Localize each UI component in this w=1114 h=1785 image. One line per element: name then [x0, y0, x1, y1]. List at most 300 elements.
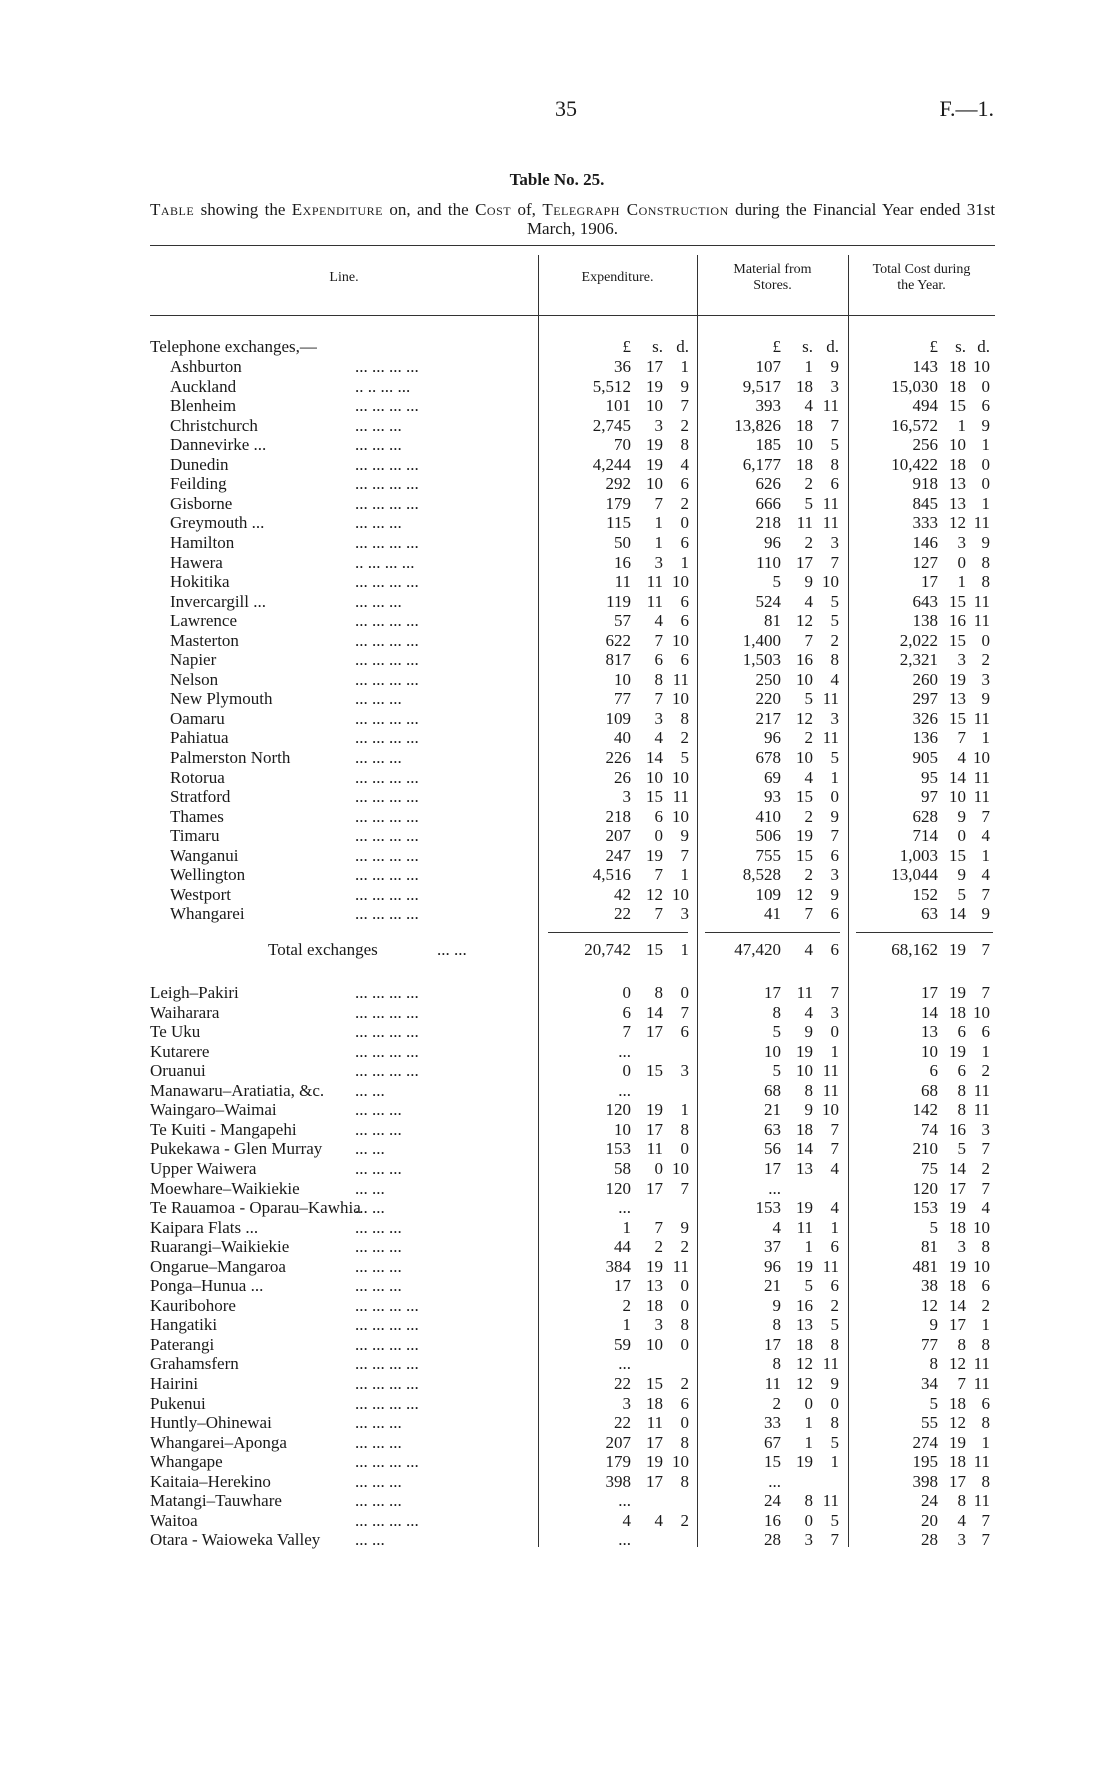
pence-value: 0	[680, 513, 689, 533]
pounds-value: 96	[764, 728, 781, 748]
shillings-value: 17	[949, 1178, 966, 1198]
pence-value: 7	[830, 1139, 839, 1159]
shillings-value: 19	[949, 1256, 966, 1276]
pence-value: 3	[830, 865, 839, 885]
shillings-value: 10	[646, 1334, 663, 1354]
unit-label: s.	[802, 337, 813, 356]
shillings-value: 4	[804, 591, 813, 611]
leader-dots: ... ...	[355, 1530, 385, 1550]
pence-value: 0	[680, 1139, 689, 1159]
leader-dots: ... ... ... ...	[355, 532, 419, 552]
pounds-value: 481	[912, 1256, 938, 1276]
group-title: Telephone exchanges,—	[150, 337, 317, 356]
shillings-value: 19	[646, 1256, 663, 1276]
shillings-value: 8	[804, 1080, 813, 1100]
pence-value: 11	[672, 1256, 689, 1276]
unit-label: d.	[977, 337, 990, 356]
shillings-value: 15	[646, 940, 663, 959]
pounds-value: 68	[921, 1080, 938, 1100]
pence-value: 6	[680, 591, 689, 611]
pence-value: 3	[830, 1002, 839, 1022]
pounds-value: 8	[772, 1354, 781, 1374]
pounds-value: 17	[921, 983, 938, 1002]
pounds-value: 326	[912, 708, 938, 728]
shillings-value: 10	[796, 748, 813, 767]
shillings-value: 1	[654, 532, 663, 552]
row-name: Hangatiki	[150, 1315, 218, 1335]
leader-dots: ... ... ...	[355, 748, 402, 767]
leader-dots: ... ... ... ...	[355, 904, 419, 924]
shillings-value: 18	[796, 1119, 813, 1139]
pounds-value: 195	[912, 1452, 938, 1472]
shillings-value: 15	[646, 1061, 663, 1081]
shillings-value: 16	[796, 650, 813, 670]
leader-dots: ... ... ... ...	[355, 806, 419, 826]
pence-value: 5	[830, 1315, 839, 1335]
shillings-value: 11	[646, 572, 663, 592]
leader-dots: ... ... ... ...	[355, 884, 419, 904]
pounds-value: 17	[764, 1158, 781, 1178]
shillings-value: 10	[646, 396, 663, 416]
row-name: Nelson	[170, 669, 219, 689]
shillings-value: 9	[957, 865, 966, 885]
pounds-value: 10,422	[891, 454, 938, 474]
pounds-value: 37	[764, 1237, 781, 1257]
pence-value: 11	[973, 611, 990, 631]
shillings-value: 6	[957, 1061, 966, 1081]
pence-value: 1	[680, 865, 689, 885]
shillings-value: 10	[796, 669, 813, 689]
pence-value: 11	[672, 669, 689, 689]
column-header-expenditure: Expenditure.	[581, 270, 654, 285]
pounds-value: 136	[912, 728, 938, 748]
pounds-value: 4,244	[592, 454, 631, 474]
pounds-value: 11	[614, 572, 631, 592]
leader-dots: ... ... ...	[355, 591, 402, 611]
pence-value: 9	[680, 1217, 689, 1237]
cell-empty: ...	[618, 1491, 631, 1511]
shillings-value: 14	[949, 767, 966, 787]
leader-dots: ... ... ... ...	[355, 669, 419, 689]
pence-value: 10	[672, 1158, 689, 1178]
shillings-value: 2	[804, 728, 813, 748]
pence-value: 0	[680, 1334, 689, 1354]
header-bottom-rule	[150, 315, 995, 316]
row-name: Kauribohore	[150, 1295, 236, 1315]
pence-value: 8	[830, 650, 839, 670]
pounds-value: 260	[912, 669, 938, 689]
pence-value: 6	[981, 1276, 990, 1296]
shillings-value: 10	[796, 435, 813, 455]
shillings-value: 17	[949, 1315, 966, 1335]
pence-value: 2	[680, 493, 689, 513]
page-header	[0, 96, 1114, 126]
shillings-value: 18	[949, 1452, 966, 1472]
pence-value: 6	[680, 532, 689, 552]
shillings-value: 19	[949, 1432, 966, 1452]
pounds-value: 16	[764, 1510, 781, 1530]
shillings-value: 11	[796, 513, 813, 533]
shillings-value: 12	[949, 1354, 966, 1374]
pounds-value: 77	[614, 689, 631, 709]
pence-value: 11	[973, 1100, 990, 1120]
cell-empty: ...	[768, 1471, 781, 1491]
leader-dots: ... ... ... ...	[355, 650, 419, 670]
pounds-value: 110	[756, 552, 781, 572]
pence-value: 11	[973, 767, 990, 787]
pounds-value: 115	[606, 513, 631, 533]
shillings-value: 15	[949, 396, 966, 416]
shillings-value: 3	[654, 1315, 663, 1335]
unit-label: s.	[652, 337, 663, 356]
shillings-value: 0	[654, 1158, 663, 1178]
row-name: Napier	[170, 650, 217, 670]
pounds-value: 1	[622, 1217, 631, 1237]
shillings-value: 17	[646, 1432, 663, 1452]
pounds-value: 5	[772, 572, 781, 592]
leader-dots: ... ... ... ...	[355, 826, 419, 846]
pence-value: 10	[672, 630, 689, 650]
pence-value: 8	[680, 435, 689, 455]
shillings-value: 3	[957, 1530, 966, 1550]
pence-value: 1	[981, 1315, 990, 1335]
shillings-value: 13	[949, 689, 966, 709]
column-header-line: Line.	[329, 270, 359, 285]
pence-value: 5	[680, 748, 689, 767]
leader-dots: ... ... ... ...	[355, 630, 419, 650]
pounds-value: 678	[755, 748, 781, 767]
pounds-value: 95	[921, 767, 938, 787]
pence-value: 10	[973, 748, 990, 767]
pence-value: 11	[973, 787, 990, 807]
shillings-value: 0	[957, 826, 966, 846]
pounds-value: 97	[921, 787, 938, 807]
total-rule	[705, 932, 840, 933]
unit-label: £	[622, 337, 631, 356]
pounds-value: 81	[764, 611, 781, 631]
shillings-value: 19	[949, 1198, 966, 1218]
pounds-value: 10	[921, 1041, 938, 1061]
row-name: Te Uku	[150, 1022, 201, 1042]
pounds-value: 12	[921, 1295, 938, 1315]
shillings-value: 17	[646, 1178, 663, 1198]
pounds-value: 146	[912, 532, 938, 552]
shillings-value: 14	[949, 1158, 966, 1178]
pence-value: 11	[672, 787, 689, 807]
leader-dots: .. .. ... ...	[355, 376, 411, 396]
pounds-value: 5	[929, 1393, 938, 1413]
shillings-value: 17	[646, 1119, 663, 1139]
row-name: Invercargill ...	[170, 591, 266, 611]
pounds-value: 81	[921, 1237, 938, 1257]
leader-dots: ... ... ...	[355, 1158, 402, 1178]
pence-value: 1	[830, 1452, 839, 1472]
shillings-value: 11	[646, 1413, 663, 1433]
leader-dots: .. ... ... ...	[355, 552, 415, 572]
pounds-value: 17	[921, 572, 938, 592]
pence-value: 4	[830, 1158, 839, 1178]
pounds-value: 384	[605, 1256, 631, 1276]
row-name: Dannevirke ...	[170, 435, 267, 455]
shillings-value: 5	[804, 689, 813, 709]
shillings-value: 12	[796, 884, 813, 904]
unit-label: £	[929, 337, 938, 356]
cell-empty: ...	[618, 1198, 631, 1218]
pence-value: 11	[973, 1491, 990, 1511]
shillings-value: 12	[796, 708, 813, 728]
pence-value: 7	[680, 396, 689, 416]
pence-value: 8	[680, 708, 689, 728]
shillings-value: 19	[796, 1452, 813, 1472]
row-name: Oruanui	[150, 1061, 206, 1081]
pounds-value: 63	[764, 1119, 781, 1139]
pence-value: 5	[830, 591, 839, 611]
row-name: Upper Waiwera	[150, 1158, 257, 1178]
row-name: Christchurch	[170, 415, 258, 435]
shillings-value: 9	[804, 572, 813, 592]
shillings-value: 15	[646, 787, 663, 807]
pence-value: 1	[830, 1217, 839, 1237]
pence-value: 7	[981, 940, 990, 959]
pounds-value: 220	[755, 689, 781, 709]
pence-value: 11	[822, 728, 839, 748]
pounds-value: 274	[912, 1432, 938, 1452]
leader-dots: ... ... ... ...	[355, 728, 419, 748]
pence-value: 1	[981, 845, 990, 865]
leader-dots: ... ... ... ...	[355, 454, 419, 474]
shillings-value: 3	[654, 552, 663, 572]
pence-value: 0	[981, 630, 990, 650]
pounds-value: 226	[605, 748, 631, 767]
pence-value: 11	[822, 1491, 839, 1511]
pence-value: 7	[981, 1510, 990, 1530]
pounds-value: 622	[605, 630, 631, 650]
pence-value: 7	[830, 552, 839, 572]
pounds-value: 153	[605, 1139, 631, 1159]
cell-empty: ...	[768, 1178, 781, 1198]
row-name: Hamilton	[170, 532, 235, 552]
leader-dots: ... ... ...	[355, 415, 402, 435]
shillings-value: 5	[804, 493, 813, 513]
leader-dots: ... ... ... ...	[355, 493, 419, 513]
pence-value: 11	[973, 591, 990, 611]
row-name: Masterton	[170, 630, 239, 650]
leader-dots: ... ... ... ...	[355, 1334, 419, 1354]
pounds-value: 138	[912, 611, 938, 631]
row-name: Kutarere	[150, 1041, 210, 1061]
pence-value: 8	[680, 1315, 689, 1335]
pounds-value: 153	[755, 1198, 781, 1218]
pence-value: 7	[680, 845, 689, 865]
pence-value: 9	[680, 826, 689, 846]
shillings-value: 3	[957, 532, 966, 552]
row-name: Palmerston North	[170, 748, 291, 767]
pence-value: 4	[981, 826, 990, 846]
shillings-value: 17	[646, 357, 663, 376]
shillings-value: 12	[949, 1413, 966, 1433]
pounds-value: 7	[622, 1022, 631, 1042]
pounds-value: 6	[929, 1061, 938, 1081]
pence-value: 8	[830, 1413, 839, 1433]
leader-dots: ... ... ...	[355, 1237, 402, 1257]
shillings-value: 18	[949, 454, 966, 474]
pence-value: 0	[830, 1393, 839, 1413]
pounds-value: 28	[764, 1530, 781, 1550]
leader-dots: ... ... ... ...	[355, 572, 419, 592]
shillings-value: 19	[796, 1198, 813, 1218]
pounds-value: 120	[605, 1100, 631, 1120]
pounds-value: 817	[605, 650, 631, 670]
pence-value: 9	[830, 884, 839, 904]
shillings-value: 1	[654, 513, 663, 533]
shillings-value: 4	[804, 767, 813, 787]
leader-dots: ... ...	[355, 1198, 385, 1218]
row-name: Whangarei–Aponga	[150, 1432, 287, 1452]
shillings-value: 19	[796, 1041, 813, 1061]
pounds-value: 74	[921, 1119, 938, 1139]
row-name: Kaipara Flats ...	[150, 1217, 259, 1237]
pence-value: 0	[830, 1022, 839, 1042]
row-name: Pahiatua	[170, 728, 229, 748]
pounds-value: 142	[912, 1100, 938, 1120]
pence-value: 8	[830, 1334, 839, 1354]
shillings-value: 9	[957, 806, 966, 826]
pence-value: 11	[822, 1354, 839, 1374]
cell-empty: ...	[618, 1354, 631, 1374]
pounds-value: 36	[614, 357, 631, 376]
row-name: Oamaru	[170, 708, 225, 728]
pence-value: 6	[830, 1276, 839, 1296]
pence-value: 1	[680, 552, 689, 572]
pounds-value: 56	[764, 1139, 781, 1159]
total-label: Total exchanges	[268, 940, 378, 959]
unit-label: d.	[676, 337, 689, 356]
unit-label: s.	[955, 337, 966, 356]
pence-value: 1	[981, 728, 990, 748]
column-header-material	[697, 262, 848, 294]
pence-value: 6	[680, 1393, 689, 1413]
pence-value: 2	[680, 415, 689, 435]
pounds-value: 109	[605, 708, 631, 728]
leader-dots: ... ... ... ...	[355, 1315, 419, 1335]
pence-value: 2	[680, 1374, 689, 1393]
pounds-value: 17	[764, 983, 781, 1002]
shillings-value: 4	[804, 396, 813, 416]
total-rule	[856, 932, 993, 933]
leader-dots: ... ...	[355, 1080, 385, 1100]
pence-value: 3	[830, 376, 839, 396]
pounds-value: 24	[921, 1491, 938, 1511]
pence-value: 7	[680, 1002, 689, 1022]
pounds-value: 2,321	[899, 650, 938, 670]
pence-value: 1	[981, 1041, 990, 1061]
row-name: Leigh–Pakiri	[150, 983, 239, 1002]
pounds-value: 393	[755, 396, 781, 416]
shillings-value: 15	[646, 1374, 663, 1393]
pence-value: 6	[981, 1393, 990, 1413]
shillings-value: 18	[646, 1295, 663, 1315]
shillings-value: 18	[949, 357, 966, 376]
leader-dots: ... ... ...	[355, 1471, 402, 1491]
pounds-value: 410	[755, 806, 781, 826]
pence-value: 7	[830, 826, 839, 846]
pence-value: 10	[973, 1217, 990, 1237]
pence-value: 3	[981, 1119, 990, 1139]
shillings-value: 5	[957, 884, 966, 904]
leader-dots: ... ... ...	[355, 1217, 402, 1237]
shillings-value: 15	[796, 845, 813, 865]
pence-value: 11	[973, 1452, 990, 1472]
caption-word: showing the	[200, 200, 286, 219]
pence-value: 0	[680, 1295, 689, 1315]
pounds-value: 6,177	[742, 454, 781, 474]
leader-dots: ... ... ... ...	[355, 1041, 419, 1061]
pounds-value: 24	[764, 1491, 781, 1511]
pounds-value: 63	[921, 904, 938, 924]
pounds-value: 68	[764, 1080, 781, 1100]
row-name: Westport	[170, 884, 231, 904]
shillings-value: 5	[804, 1276, 813, 1296]
shillings-value: 10	[646, 474, 663, 494]
column-divider	[848, 255, 849, 1547]
shillings-value: 15	[796, 787, 813, 807]
pounds-value: 22	[614, 1413, 631, 1433]
shillings-value: 7	[654, 630, 663, 650]
unit-label: d.	[826, 337, 839, 356]
pence-value: 1	[981, 435, 990, 455]
row-name: Manawaru–Aratiatia, &c.	[150, 1080, 325, 1100]
leader-dots: ... ... ...	[355, 1491, 402, 1511]
pence-value: 3	[981, 669, 990, 689]
shillings-value: 4	[654, 728, 663, 748]
pounds-value: 8	[772, 1002, 781, 1022]
shillings-value: 0	[804, 1510, 813, 1530]
pounds-value: 626	[755, 474, 781, 494]
pence-value: 11	[822, 1061, 839, 1081]
pence-value: 3	[680, 1061, 689, 1081]
pounds-value: 398	[912, 1471, 938, 1491]
pounds-value: 218	[605, 806, 631, 826]
pence-value: 0	[680, 983, 689, 1002]
row-name: Wellington	[170, 865, 246, 885]
pounds-value: 524	[755, 591, 781, 611]
row-name: Whangarei	[170, 904, 245, 924]
row-name: New Plymouth	[170, 689, 273, 709]
pence-value: 0	[680, 1276, 689, 1296]
shillings-value: 2	[654, 1237, 663, 1257]
pounds-value: 218	[755, 513, 781, 533]
leader-dots: ... ... ...	[355, 1413, 402, 1433]
pence-value: 7	[680, 1178, 689, 1198]
pence-value: 0	[981, 454, 990, 474]
pounds-value: 217	[755, 708, 781, 728]
shillings-value: 19	[949, 1041, 966, 1061]
pounds-value: 15,030	[891, 376, 938, 396]
pence-value: 3	[830, 532, 839, 552]
pence-value: 9	[981, 689, 990, 709]
pence-value: 10	[973, 1256, 990, 1276]
row-name: Otara - Waioweka Valley	[150, 1530, 321, 1550]
caption-word: Telegraph Construction	[542, 200, 729, 219]
row-name: Ashburton	[170, 357, 242, 376]
shillings-value: 3	[804, 1530, 813, 1550]
row-name: Ongarue–Mangaroa	[150, 1256, 286, 1276]
leader-dots: ... ... ...	[355, 689, 402, 709]
pence-value: 7	[830, 1119, 839, 1139]
row-name: Blenheim	[170, 396, 237, 416]
row-name: Timaru	[170, 826, 220, 846]
shillings-value: 11	[796, 983, 813, 1002]
